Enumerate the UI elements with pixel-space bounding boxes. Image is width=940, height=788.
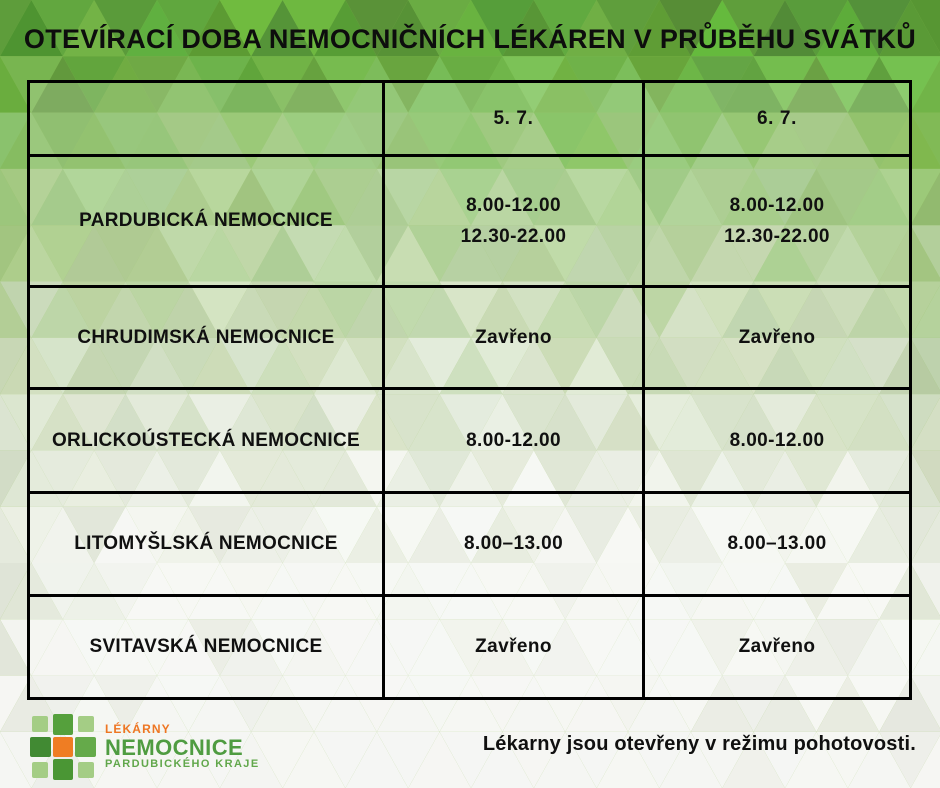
cross-logo-icon — [30, 714, 96, 780]
hospital-name-chrudimska: CHRUDIMSKÁ NEMOCNICE — [30, 288, 385, 390]
hospital-name-pardubicka: PARDUBICKÁ NEMOCNICE — [30, 157, 385, 288]
hours-svitavska-july6 — [645, 597, 909, 697]
hours-svitavska-july5 — [385, 597, 645, 697]
logo-text — [105, 723, 260, 770]
logo-line-kraj: PARDUBICKÉHO KRAJE — [105, 758, 260, 771]
hours-orlickoustecka-july6 — [645, 390, 909, 494]
pharmacy-logo — [30, 714, 260, 780]
hours-chrudimska-july6 — [645, 288, 909, 390]
hours-chrudimska-july5 — [385, 288, 645, 390]
hours-line: Zavřeno — [738, 326, 816, 348]
logo-square — [75, 737, 96, 758]
logo-square — [78, 762, 94, 778]
logo-square — [53, 714, 74, 735]
hours-line: 8.00–13.00 — [463, 533, 564, 554]
footer-note: Lékarny jsou otevřeny v režimu pohotovosti. — [482, 733, 916, 755]
hospital-name-svitavska: SVITAVSKÁ NEMOCNICE — [30, 597, 385, 697]
poster-title: OTEVÍRACÍ DOBA NEMOCNIČNÍCH LÉKÁREN V PRŮBĚHU SVÁTKŮ — [23, 24, 917, 54]
logo-line-lekarny: LÉKÁRNY — [105, 722, 171, 737]
hours-pardubicka-july5 — [385, 157, 645, 288]
hours-litomyslska-july5 — [385, 494, 645, 597]
hours-line: Zavřeno — [475, 636, 552, 657]
logo-square — [53, 759, 74, 780]
hours-line: 12.30-22.00 — [460, 225, 567, 247]
hours-line: 8.00-12.00 — [466, 194, 561, 216]
hours-line: 8.00–13.00 — [727, 533, 827, 554]
hours-line: 8.00-12.00 — [466, 429, 561, 451]
header-date-july6: 6. 7. — [645, 83, 909, 157]
hours-line: 8.00-12.00 — [729, 194, 825, 216]
logo-square — [30, 737, 51, 758]
hospital-name-litomyslska: LITOMYŠLSKÁ NEMOCNICE — [30, 494, 385, 597]
header-empty-cell — [30, 83, 385, 157]
hours-orlickoustecka-july5 — [385, 390, 645, 494]
hours-pardubicka-july6 — [645, 157, 909, 288]
logo-square — [32, 716, 48, 732]
hours-line: Zavřeno — [475, 326, 552, 348]
header-date-july5: 5. 7. — [385, 83, 645, 157]
hours-line: 8.00-12.00 — [729, 429, 825, 451]
schedule-table — [27, 80, 912, 700]
hospital-name-orlickoustecka: ORLICKOÚSTECKÁ NEMOCNICE — [30, 390, 385, 494]
hours-line: 12.30-22.00 — [724, 225, 830, 247]
logo-square — [53, 737, 74, 758]
hours-litomyslska-july6 — [645, 494, 909, 597]
logo-square — [32, 762, 48, 778]
logo-line-nemocnice: NEMOCNICE — [105, 734, 244, 760]
logo-square — [78, 716, 94, 732]
hours-line: Zavřeno — [738, 636, 816, 657]
